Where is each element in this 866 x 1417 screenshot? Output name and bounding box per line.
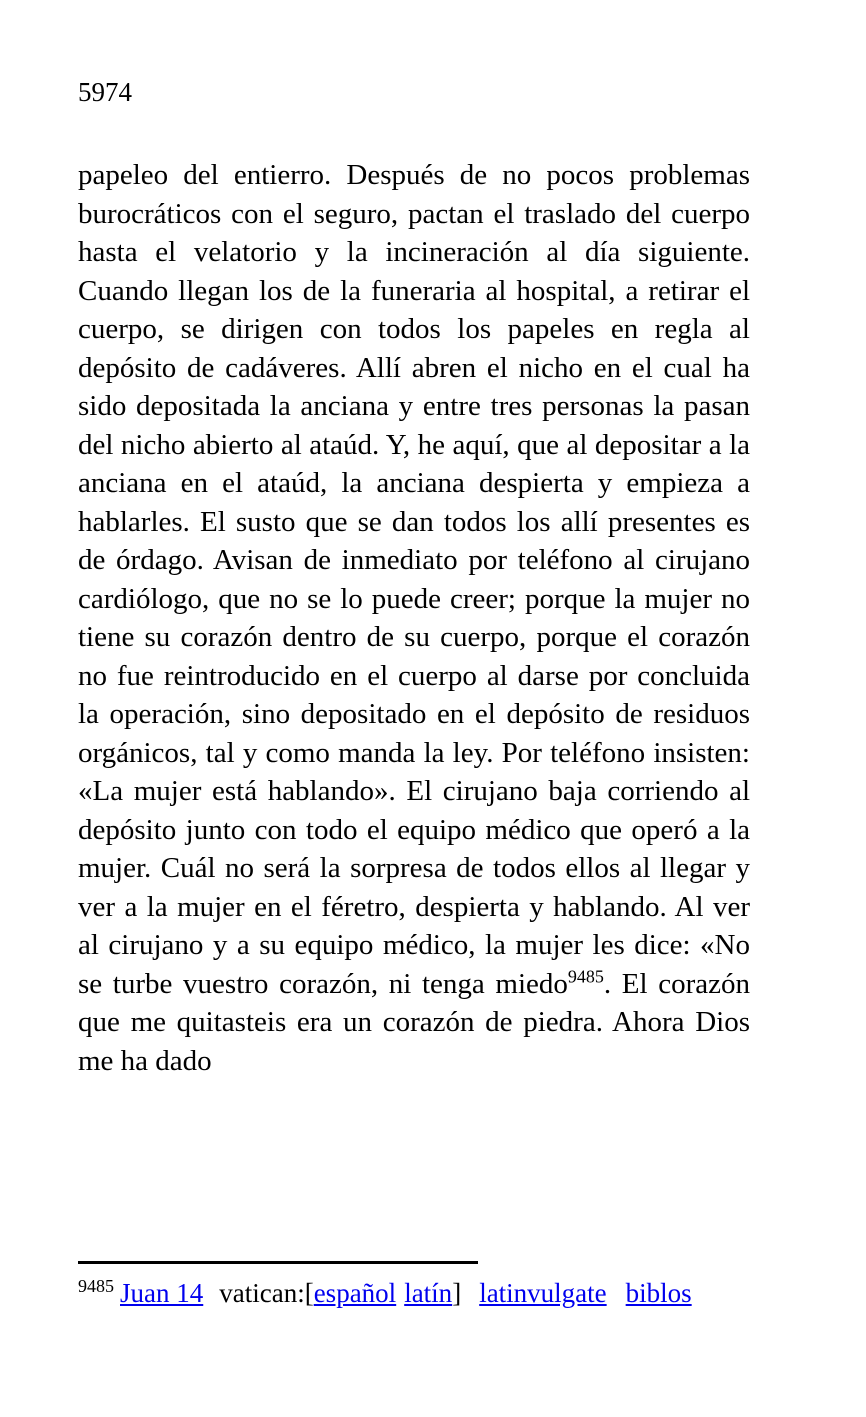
footnote-vatican-prefix: vatican:[ — [219, 1278, 314, 1308]
footnote-link-latinvulgate[interactable]: latinvulgate — [479, 1278, 607, 1308]
page-number: 5974 — [78, 77, 132, 107]
footnote-reference[interactable]: 9485 — [567, 965, 604, 986]
footnote-link-latin[interactable]: latín — [404, 1278, 453, 1308]
footnote-marker: 9485 — [78, 1276, 114, 1296]
footnote-separator-rule — [78, 1261, 478, 1264]
footnote-link-espanol[interactable]: español — [313, 1278, 397, 1308]
footnote — [78, 1276, 750, 1310]
footnote-area — [78, 1261, 750, 1310]
body-text-before-ref: papeleo del entierro. Después de no pocos problemas burocráticos con el seguro, pactan el traslado del cuerpo hasta el velatorio y la incineración al día siguiente. Cuando llegan los de la funeraria al hospital, a retirar el cuerpo, se dirigen con todos los papeles en regla al depósito de cadáveres. Allí abren el nicho en el cual ha sido depositada la anciana y entre tres personas la pasan del nicho abierto al ataúd. Y, he aquí, que al depositar a la anciana en el ataúd, la anciana despierta y empieza a hablarles. El susto que se dan todos los allí presentes es de órdago. Avisan de inmediato por teléfono al cirujano cardiólogo, que no se lo puede creer; porque la mujer no tiene su corazón dentro de su cuerpo, porque el corazón no fue reintroducido en el cuerpo al darse por concluida la operación, sino depositado en el depósito de residuos orgánicos, tal y como manda la ley. Por teléfono insisten: «La mujer está hablando». El cirujano baja corriendo al depósito junto con todo el equipo médico que operó a la mujer. Cuál no será la sorpresa de todos ellos al llegar y ver a la mujer en el féretro, despierta y hablando. Al ver al cirujano y a su equipo médico, la mujer les dice: «No se turbe vuestro corazón, ni tenga miedo — [78, 159, 750, 1000]
footnote-bracket-close: ] — [452, 1278, 462, 1308]
footnote-link-juan-14[interactable]: Juan 14 — [120, 1278, 204, 1308]
body-paragraph — [78, 156, 750, 1080]
footnote-link-biblos[interactable]: biblos — [625, 1278, 692, 1308]
body-text-after-ref: . El corazón que me quitasteis era un corazón de piedra. Ahora Dios me ha dado — [78, 967, 751, 1077]
